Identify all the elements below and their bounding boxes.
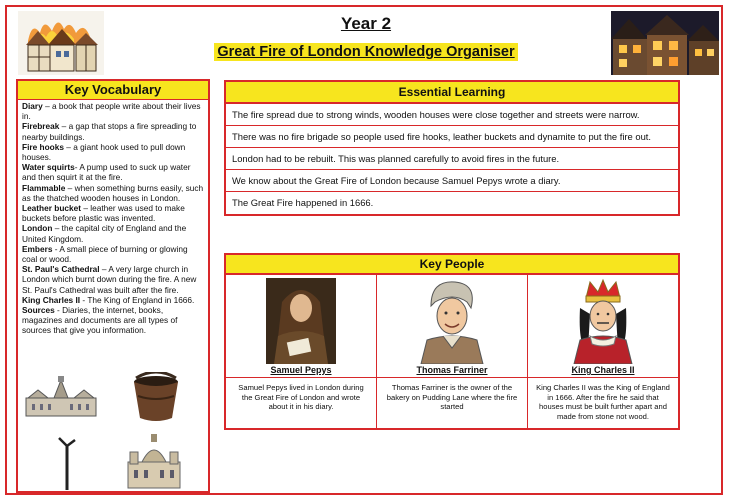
person-description: Samuel Pepys lived in London during the Great Fire of London and wrote about it in his diary. [226, 377, 376, 430]
learning-item: We know about the Great Fire of London because Samuel Pepys wrote a diary. [226, 170, 678, 192]
vocab-item: St. Paul's Cathedral – A very large church in London which burnt down during the fire. A new St. Paul's Cathedral was built after the fire. [22, 264, 197, 295]
vocab-item: Diary – a book that people write about their lives in. [22, 101, 201, 122]
person-name: King Charles II [571, 365, 635, 375]
cathedral-picture [24, 376, 98, 420]
essential-learning-heading: Essential Learning [226, 82, 678, 104]
vocab-item: Leather bucket – leather was used to make buckets before plastic was invented. [22, 203, 185, 224]
vocab-item: Embers - A small piece of burning or glowing coal or wood. [22, 243, 188, 265]
key-people-panel [224, 253, 680, 430]
samuel-pepys-portrait [258, 278, 344, 364]
year-heading: Year 2 [340, 14, 392, 33]
person-card-samuel-pepys [226, 275, 377, 430]
learning-item: The fire spread due to strong winds, wooden houses were close together and streets were narrow. [226, 104, 678, 126]
person-description: King Charles II was the King of England in 1666. After the fire he said that houses must be built further apart and made from stone not wood. [528, 377, 678, 430]
person-description: Thomas Farriner is the owner of the bakery on Pudding Lane where the fire started [377, 377, 527, 430]
thomas-farriner-portrait [409, 278, 495, 364]
essential-learning-panel [224, 80, 680, 216]
king-charles-ii-portrait [560, 278, 646, 364]
vocabulary-heading: Key Vocabulary [18, 81, 208, 100]
vocabulary-list [18, 100, 208, 337]
person-card-king-charles-ii [528, 275, 678, 430]
vocab-item: Sources - Diaries, the internet, books, magazines and documents are all types of sources that give you information. [22, 305, 178, 336]
vocab-item: Firebreak – a gap that stops a fire spreading to nearby buildings. [22, 121, 197, 142]
person-name: Samuel Pepys [270, 365, 332, 375]
page-title: Great Fire of London Knowledge Organiser [214, 43, 517, 61]
vocab-item: Flammable – when something burns easily, such as the thatched wooden houses in London. [22, 182, 204, 203]
learning-item: There was no fire brigade so people used fire hooks, leather buckets and dynamite to put the fire out. [226, 126, 678, 148]
learning-item: The Great Fire happened in 1666. [232, 197, 374, 208]
vocabulary-panel [16, 79, 210, 493]
person-card-thomas-farriner [377, 275, 528, 430]
fire-hook-picture [56, 436, 78, 490]
person-name: Thomas Farriner [416, 365, 488, 375]
learning-item: London had to be rebuilt. This was planned carefully to avoid fires in the future. [226, 148, 678, 170]
leather-bucket-picture [128, 372, 184, 424]
subtitle-wrap [0, 43, 732, 61]
key-people-heading: Key People [226, 255, 678, 275]
vocab-item: King Charles II - The King of England in 1666. [22, 294, 195, 305]
vocab-item: London – the capital city of England and the United Kingdom. [22, 223, 187, 244]
vocab-item: Water squirts- A pump used to suck up water and then squirt it at the fire. [22, 162, 191, 183]
st-pauls-cathedral-picture [124, 432, 184, 490]
vocab-item: Fire hooks – a giant hook used to pull down houses. [22, 141, 186, 163]
